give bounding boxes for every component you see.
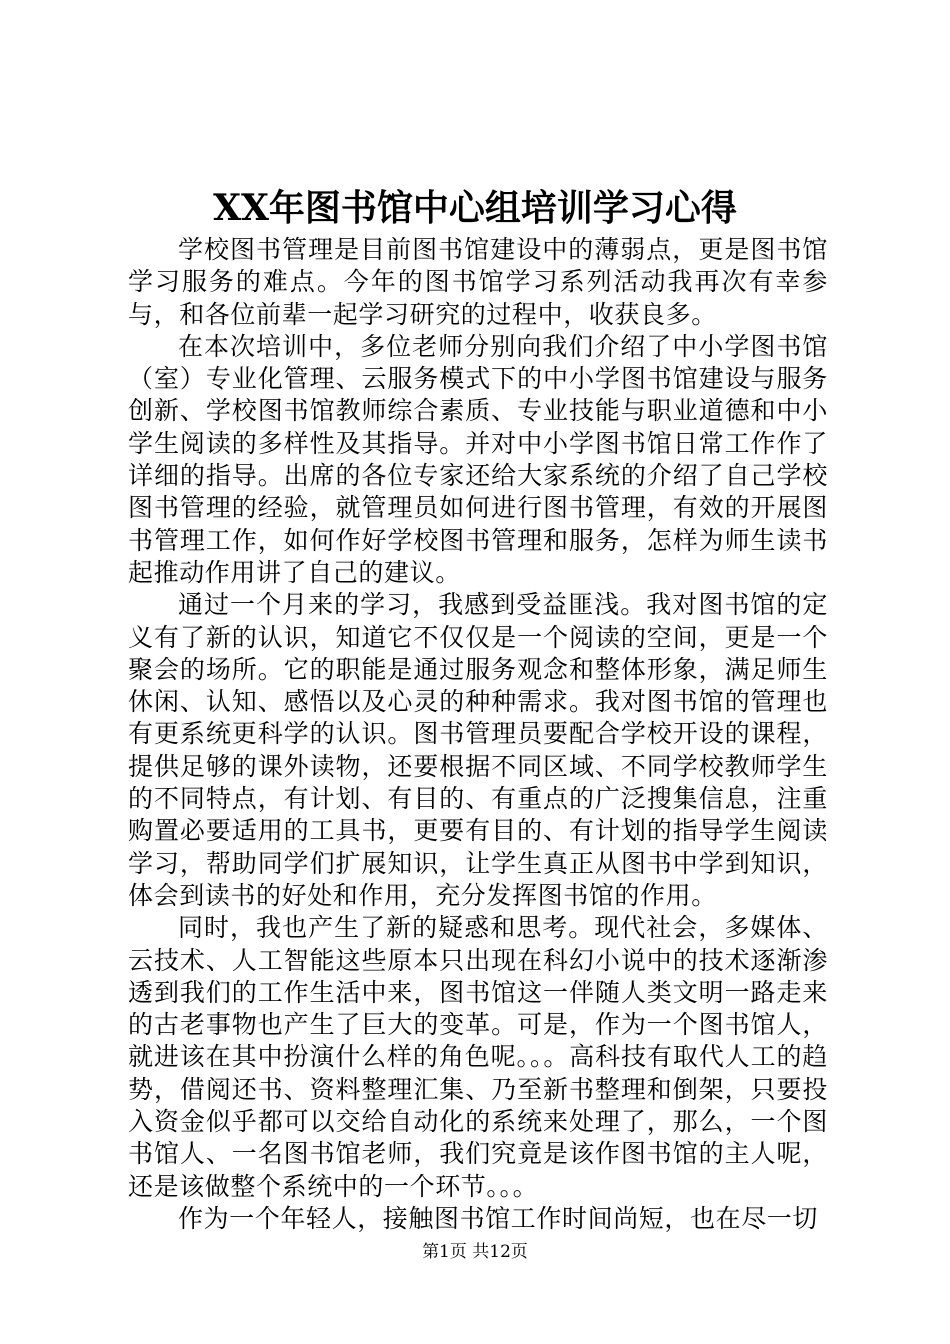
document-title: XX年图书馆中心组培训学习心得 bbox=[213, 187, 737, 229]
paragraph-4: 同时，我也产生了新的疑惑和思考。现代社会，多媒体、云技术、人工智能这些原本只出现在科幻小说中的技术逐渐渗透到我们的工作生活中来，图书馆这一伴随人类文明一路走来的古老事物也产生了巨大的变革。可是，作为一个图书馆人，就进该在其中扮演什么样的角色呢。。。高科技有取代人工的趋势，借阅还书、资料整理汇集、乃至新书整理和倒架，只要投入资金似乎都可以交给自动化的系统来处理了，那么，一个图书馆人、一名图书馆老师，我们究竟是该作图书馆的主人呢，还是该做整个系统中的一个环节。。。 bbox=[128, 913, 828, 1201]
paragraph-1: 学校图书管理是目前图书馆建设中的薄弱点，更是图书馆学习服务的难点。今年的图书馆学习系列活动我再次有幸参与，和各位前辈一起学习研究的过程中，收获良多。 bbox=[128, 235, 828, 329]
page-number-footer: 第1页 共12页 bbox=[422, 1242, 528, 1262]
paragraph-3: 通过一个月来的学习，我感到受益匪浅。我对图书馆的定义有了新的认识，知道它不仅仅是一个阅读的空间，更是一个聚会的场所。它的职能是通过服务观念和整体形象，满足师生休闲、认知、感悟以及心灵的种种需求。我对图书馆的管理也有更系统更科学的认识。图书管理员要配合学校开设的课程，提供足够的课外读物，还要根据不同区域、不同学校教师学生的不同特点，有计划、有目的、有重点的广泛搜集信息，注重购置必要适用的工具书，更要有目的、有计划的指导学生阅读学习，帮助同学们扩展知识，让学生真正从图书中学到知识，体会到读书的好处和作用，充分发挥图书馆的作用。 bbox=[128, 590, 828, 910]
paragraph-5: 作为一个年轻人，接触图书馆工作时间尚短，也在尽一切 bbox=[178, 1203, 819, 1233]
paragraph-2: 在本次培训中，多位老师分别向我们介绍了中小学图书馆（室）专业化管理、云服务模式下的中小学图书馆建设与服务创新、学校图书馆教师综合素质、专业技能与职业道德和中小学生阅读的多样性及其指导。并对中小学图书馆日常工作作了详细的指导。出席的各位专家还给大家系统的介绍了自己学校图书管理的经验，就管理员如何进行图书管理，有效的开展图书管理工作，如何作好学校图书管理和服务，怎样为师生读书起推动作用讲了自己的建议。 bbox=[128, 331, 828, 587]
document-body bbox=[128, 234, 828, 1235]
